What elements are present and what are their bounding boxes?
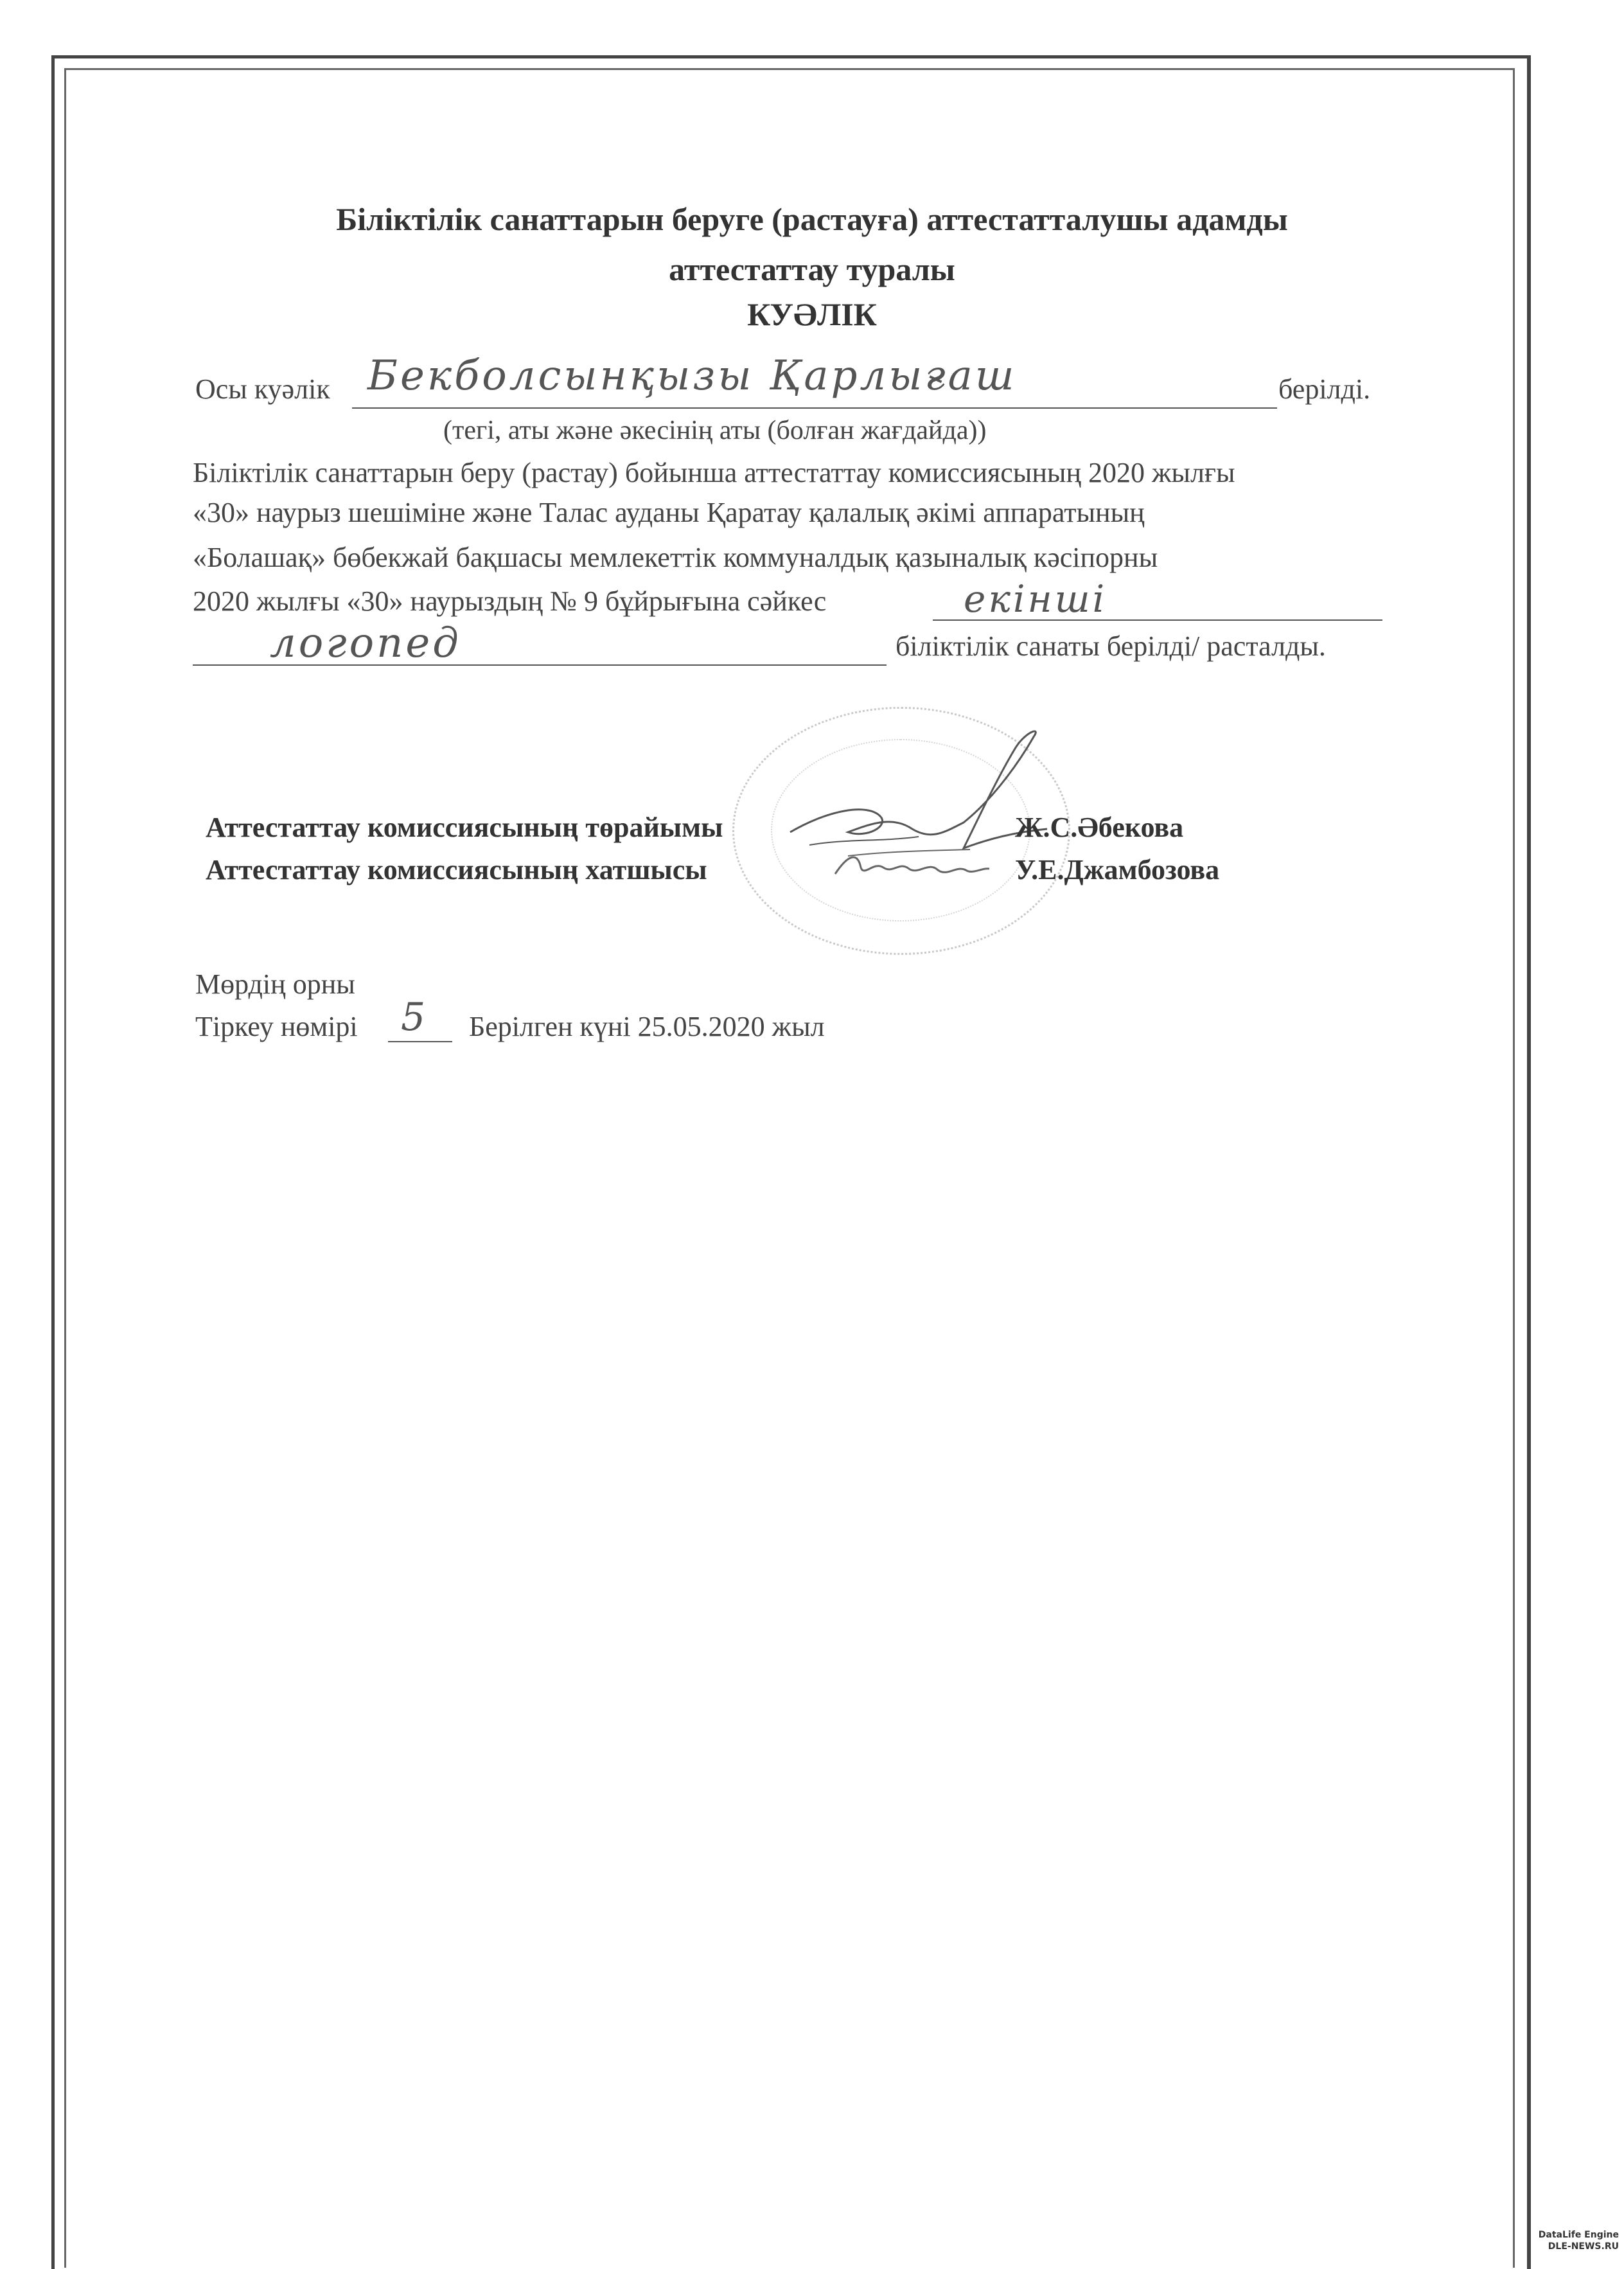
registration-number-handwritten: 5 [401, 995, 428, 1040]
body-line-5: біліктілік санаты берілді/ расталды. [896, 630, 1326, 662]
secretary-name: У.Е.Джамбозова [1015, 854, 1220, 885]
category-handwritten: екінші [964, 577, 1108, 621]
registration-label: Тіркеу нөмірі [195, 1011, 358, 1042]
issued-prefix: Осы куәлік [195, 373, 330, 405]
seal-place-label: Мөрдің орны [195, 968, 355, 1000]
secretary-label: Аттестаттау комиссиясының хатшысы [206, 854, 707, 885]
chair-name: Ж.С.Әбекова [1015, 812, 1184, 843]
document-title-certificate: КУӘЛІК [747, 296, 877, 332]
issue-date: Берілген күні 25.05.2020 жыл [469, 1011, 825, 1042]
watermark-line-2: DLE-NEWS.RU [1548, 2241, 1619, 2252]
specialty-handwritten: логопед [270, 619, 461, 667]
document-title-line-1: Біліктілік санаттарын беруге (растауға) аттестатталушы адамды [336, 201, 1288, 237]
secretary-signature [829, 842, 996, 893]
document-title-line-2: аттестаттау туралы [669, 251, 955, 287]
registration-number-underline [388, 1041, 452, 1042]
chair-label: Аттестаттау комиссиясының төрайымы [206, 812, 723, 843]
recipient-name-underline [352, 407, 1277, 409]
body-line-3: «Болашақ» бөбекжай бақшасы мемлекеттік коммуналдық қазыналық кәсіпорны [193, 542, 1158, 573]
issued-suffix: берілді. [1278, 373, 1371, 405]
recipient-name-handwritten: Бекболсынқызы Қарлығаш [367, 352, 1017, 400]
body-line-4: 2020 жылғы «30» наурыздың № 9 бұйрығына сәйкес [193, 585, 827, 617]
body-line-2: «30» наурыз шешіміне және Талас ауданы Қаратау қалалық әкімі аппаратының [193, 497, 1145, 528]
watermark-line-1: DataLife Engine [1538, 2230, 1619, 2240]
name-caption: (тегі, аты және әкесінің аты (болған жағдайда)) [443, 416, 987, 445]
body-line-1: Біліктілік санаттарын беру (растау) бойынша аттестаттау комиссиясының 2020 жылғы [193, 457, 1235, 488]
